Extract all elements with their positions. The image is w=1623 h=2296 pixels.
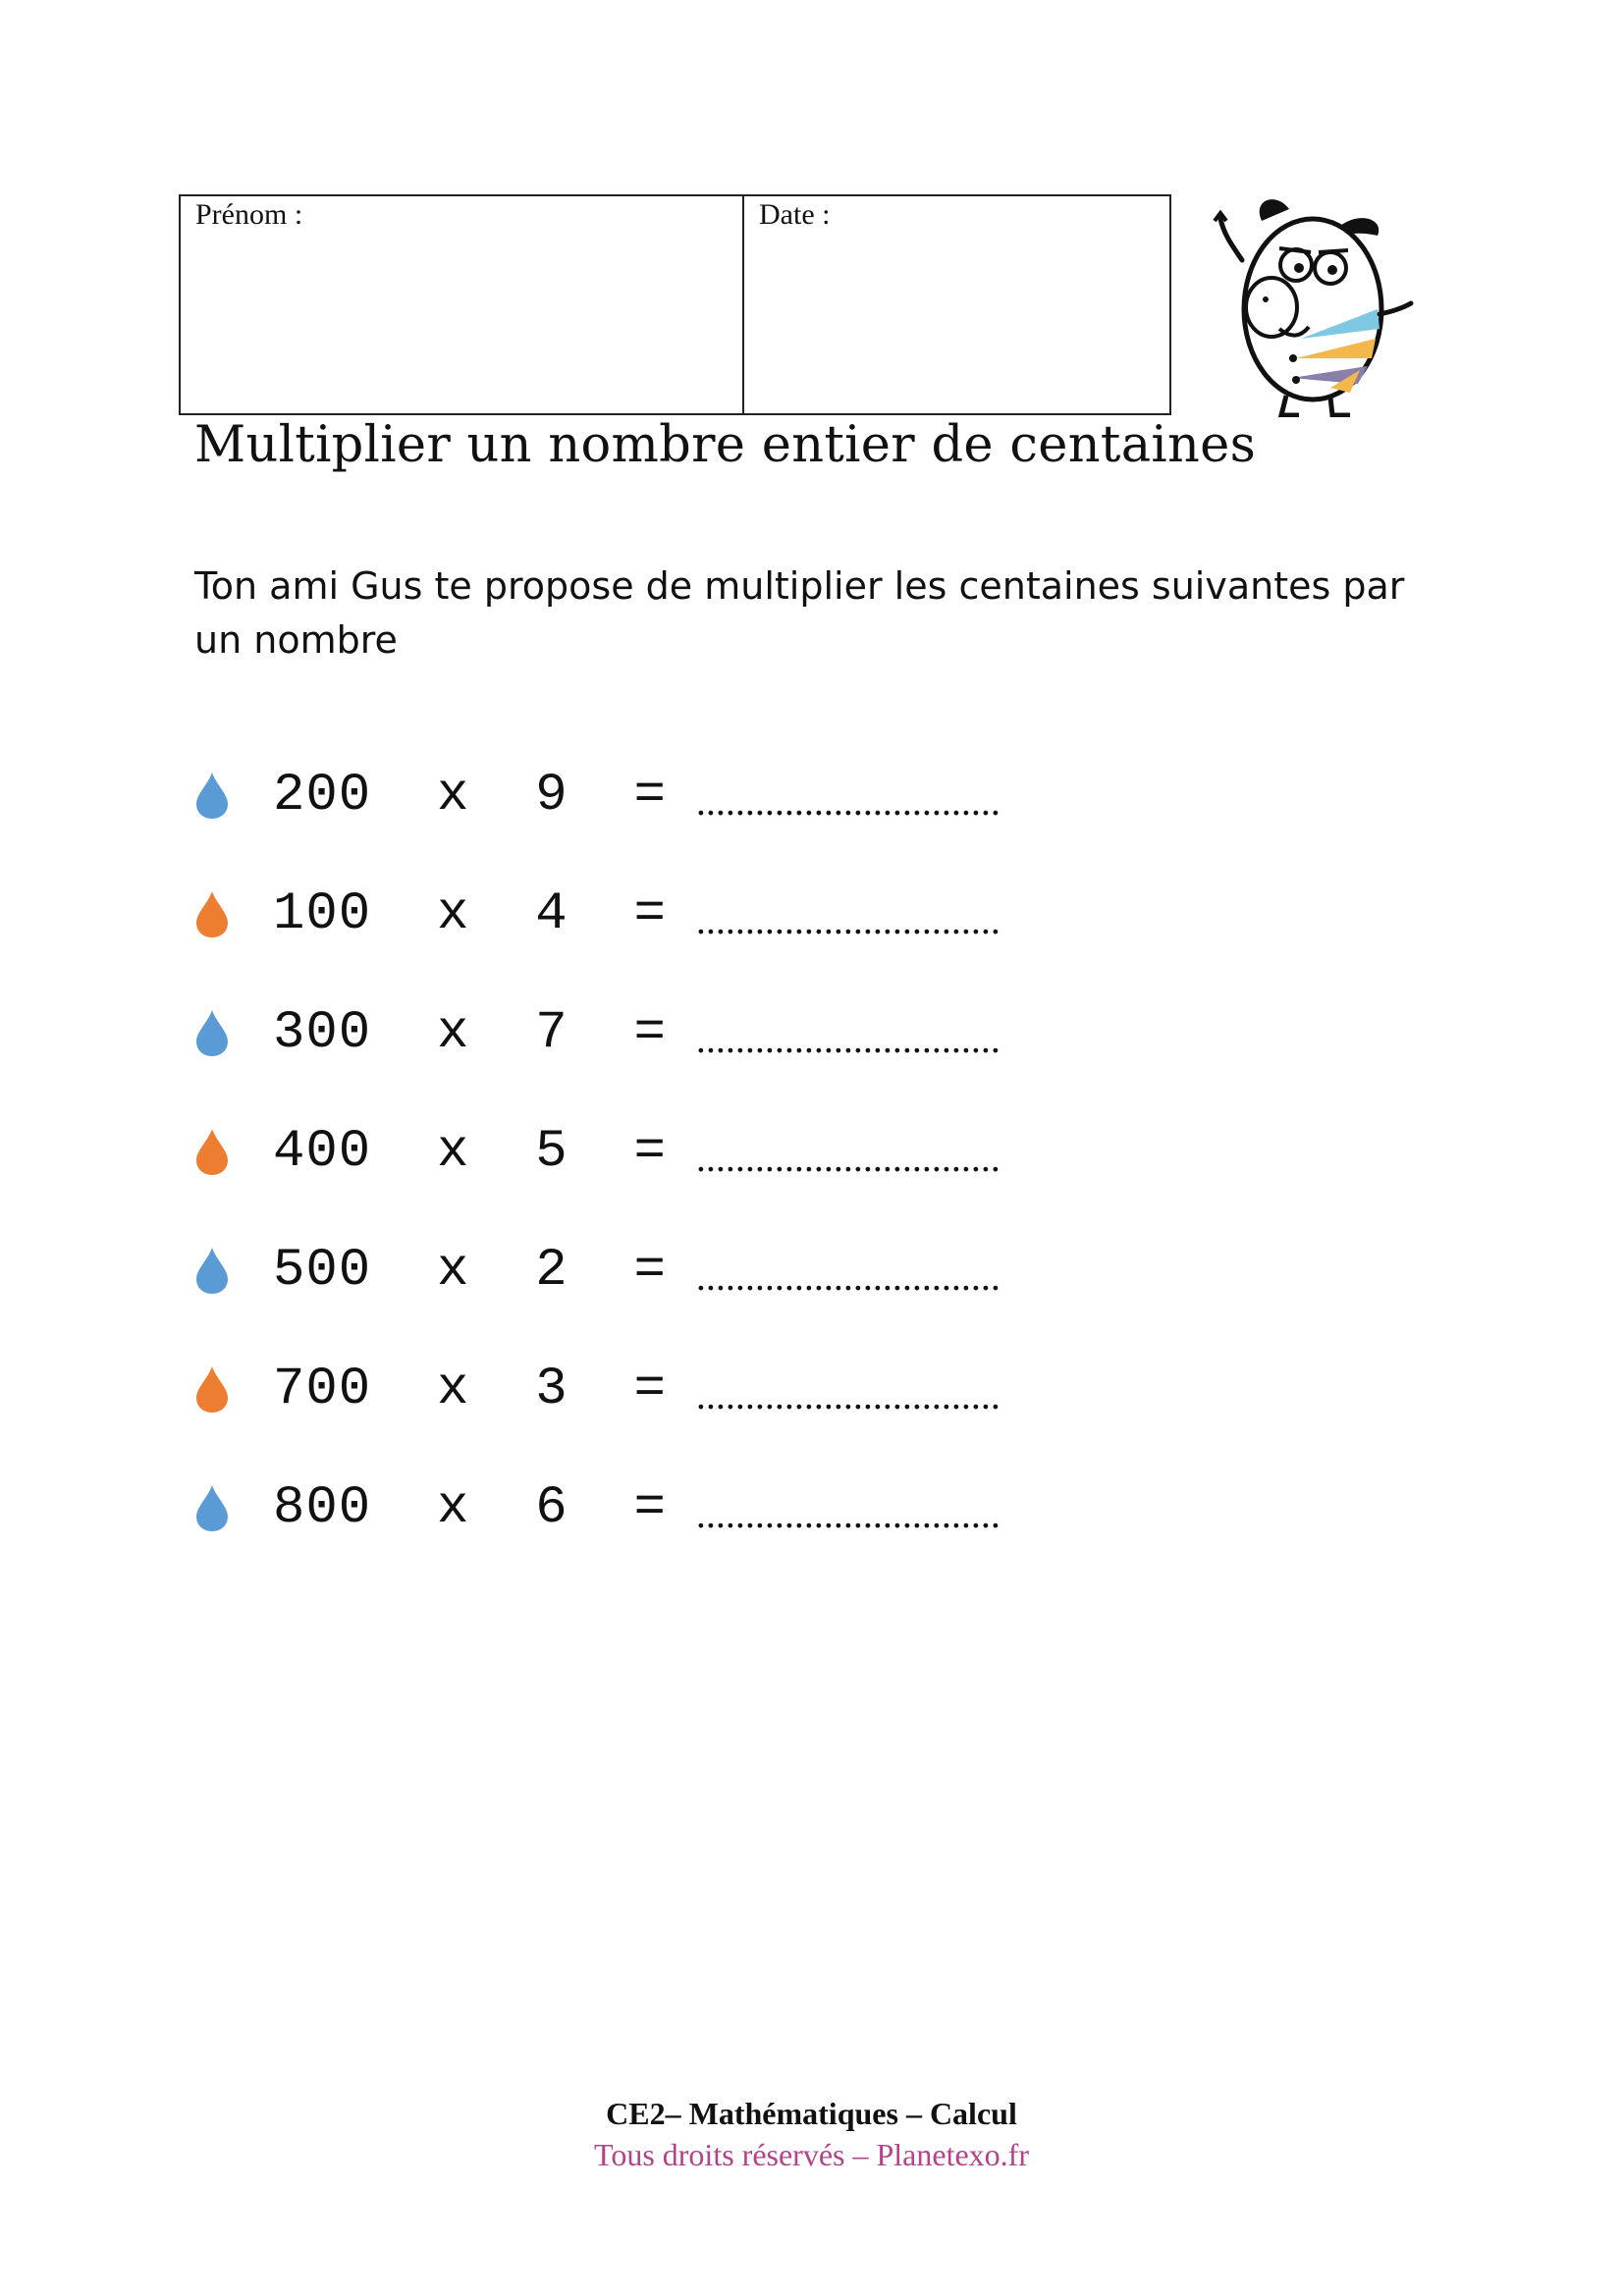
exercise-row — [194, 993, 1001, 1072]
exercise-row — [194, 1350, 1001, 1428]
blue-drop-icon — [194, 771, 230, 820]
worksheet-title: Multiplier un nombre entier de centaines — [194, 416, 1257, 474]
exercise-expression: 300 x 7 = — [273, 1002, 667, 1063]
orange-drop-icon — [194, 1127, 230, 1176]
instruction-text: Ton ami Gus te propose de multiplier les centaines suivantes par un nombre — [194, 564, 1405, 662]
answer-blank[interactable]: ............................... — [695, 1016, 1001, 1061]
gus-mascot-illustration — [1203, 191, 1414, 417]
orange-drop-icon — [194, 889, 230, 938]
name-label: Prénom : — [195, 198, 303, 231]
answer-blank[interactable]: ............................... — [695, 778, 1001, 824]
exercise-row — [194, 1112, 1001, 1191]
exercise-row — [194, 1468, 1001, 1547]
answer-blank[interactable]: ............................... — [695, 1254, 1001, 1299]
date-label: Date : — [759, 198, 831, 231]
exercise-expression: 400 x 5 = — [273, 1121, 667, 1182]
exercise-row — [194, 1231, 1001, 1309]
date-field[interactable] — [744, 196, 1169, 413]
answer-blank[interactable]: ............................... — [695, 1135, 1001, 1180]
exercise-expression: 100 x 4 = — [273, 883, 667, 944]
exercise-expression: 800 x 6 = — [273, 1477, 667, 1538]
blue-drop-icon — [194, 1483, 230, 1532]
answer-blank[interactable]: ............................... — [695, 1491, 1001, 1536]
exercise-expression: 700 x 3 = — [273, 1359, 667, 1419]
name-date-box — [179, 194, 1171, 415]
exercise-expression: 200 x 9 = — [273, 765, 667, 826]
answer-blank[interactable]: ............................... — [695, 1372, 1001, 1417]
orange-drop-icon — [194, 1364, 230, 1414]
exercise-expression: 500 x 2 = — [273, 1240, 667, 1301]
exercise-row — [194, 756, 1001, 834]
blue-drop-icon — [194, 1246, 230, 1295]
footer-course: CE2– Mathématiques – Calcul — [606, 2096, 1017, 2131]
answer-blank[interactable]: ............................... — [695, 897, 1001, 942]
name-field[interactable] — [181, 196, 744, 413]
footer-copyright: Tous droits réservés – Planetexo.fr — [594, 2137, 1029, 2172]
blue-drop-icon — [194, 1008, 230, 1057]
exercise-row — [194, 875, 1001, 953]
